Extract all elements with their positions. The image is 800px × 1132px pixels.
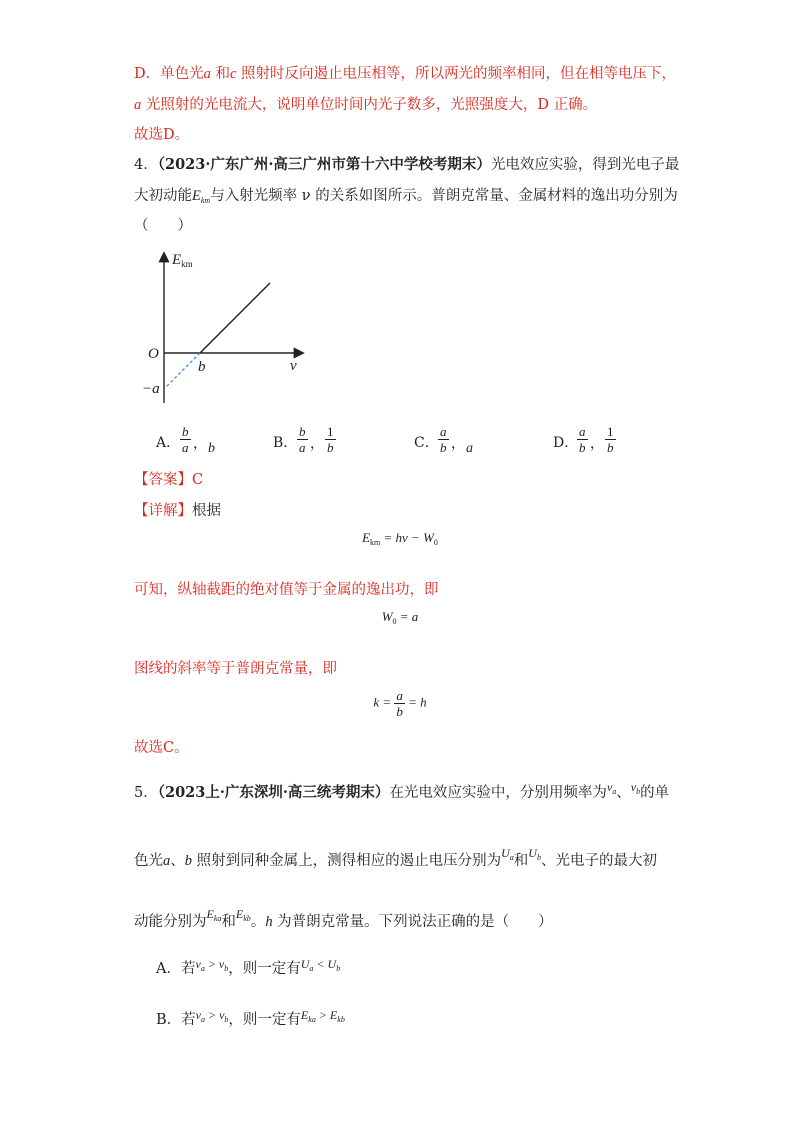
q5-option-a[interactable]: A．若$^{\nu_a > \nu_b}$，则一定有$^{U_a < U_b}$ — [156, 957, 341, 977]
option-d-fraction: $\frac{a}{b}$ — [579, 424, 586, 455]
origin-label: O — [148, 346, 159, 362]
x-axis-label: ν — [290, 358, 297, 374]
prev-option-d-line1: D．单色光a 和c 照射时反向遏止电压相等，所以两光的频率相同，但在相等电压下， — [134, 66, 677, 82]
q4-equation-2: $W_0 = a$ — [381, 609, 419, 626]
q5-stem-line2: 色光a、b 照射到同种金属上，测得相应的遏止电压分别为$^{U_a}$和$^{U_b}$、光电子的最大初 — [134, 846, 657, 869]
q5-source: （2023上·广东深圳·高三统考期末） — [157, 784, 390, 801]
q4-equation-1: $E_{km} = h\nu - W_0$ — [362, 530, 438, 547]
q4-answer: 【答案】C — [134, 472, 204, 488]
y-axis-label: $E_{km}$ — [172, 252, 193, 269]
dashed-extension-line — [166, 353, 200, 387]
prev-answer: 故选D。 — [134, 127, 190, 143]
q4-source: （2023·广东广州·高三广州市第十六中学校考期末） — [157, 156, 491, 173]
q4-graph — [130, 240, 320, 410]
q5-stem-line3: 动能分别为$^{E_{ka}}$和$^{E_{kb}}$。h 为普朗克常量。下列说法正确的是（ ） — [134, 907, 553, 930]
q5-stem-line1: 5．（2023上·广东深圳·高三统考期末）在光电效应实验中，分别用频率为$^{\nu_a}$、$^{\nu_b}$的单 — [134, 780, 670, 801]
q5-option-b[interactable]: B．若$^{\nu_a > \nu_b}$，则一定有$^{E_{ka} > E_{kb}}$ — [156, 1008, 345, 1028]
q4-paren: （ ） — [134, 218, 192, 234]
option-c-fraction: $\frac{a}{b}$ — [440, 424, 447, 455]
prev-option-d-line2: a 光照射的光电流大，说明单位时间内光子数多，光照强度大，D 正确。 — [134, 97, 598, 113]
option-b-fraction: $\frac{b}{a}$ — [299, 424, 306, 455]
q4-stem-line1: 4．（2023·广东广州·高三广州市第十六中学校考期末）光电效应实验，得到光电子最 — [134, 156, 680, 173]
solid-graph-line — [200, 283, 270, 353]
q4-explain-2: 图线的斜率等于普朗克常量，即 — [134, 661, 337, 677]
q4-equation-3: k = $\frac{a}{b}$ = h — [373, 688, 427, 719]
q4-explain-1: 可知，纵轴截距的绝对值等于金属的逸出功，即 — [134, 582, 439, 598]
q4-stem-line2: 大初动能$E_{km}$与入射光频率 ν 的关系如图所示。普朗克常量、金属材料的逸出功分别为 — [134, 188, 678, 205]
q4-conclusion: 故选C。 — [134, 740, 189, 756]
option-d-fraction-2: $\frac{1}{b}$ — [607, 424, 614, 455]
q4-detail: 【详解】根据 — [134, 503, 221, 519]
neg-a-label: −a — [142, 381, 160, 397]
option-a-fraction: $\frac{b}{a}$ — [182, 424, 189, 455]
b-label: b — [198, 359, 206, 375]
option-b-fraction-2: $\frac{1}{b}$ — [327, 424, 334, 455]
